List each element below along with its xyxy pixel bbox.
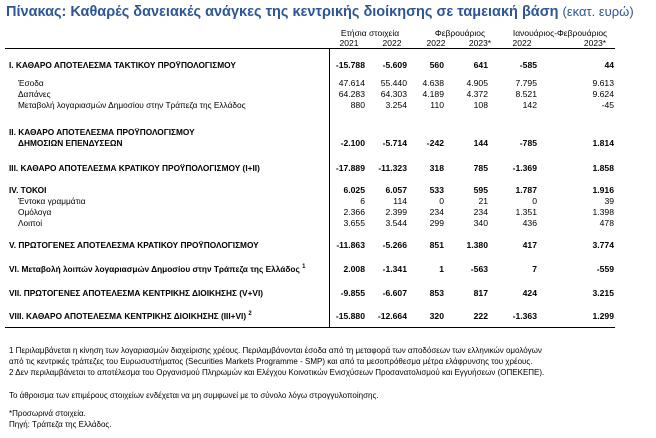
header-group-annual: Ετήσια στοιχεία <box>340 28 400 38</box>
table-cell: 478 <box>599 218 614 228</box>
table-cell: 340 <box>473 218 488 228</box>
source-note: Πηγή: Τράπεζα της Ελλάδος. <box>9 420 112 429</box>
header-col-2023-janfeb: 2023* <box>583 38 607 48</box>
table-cell: 1.380 <box>466 240 488 250</box>
table-cell: 1.858 <box>592 163 614 173</box>
table-cell: 320 <box>429 311 444 321</box>
table-cell: 7 <box>532 264 537 274</box>
row-label-iv: IV. ΤΟΚΟΙ <box>9 185 47 195</box>
table-cell: -5.609 <box>382 60 407 70</box>
table-cell: 880 <box>350 100 365 110</box>
provisional-note: *Προσωρινά στοιχεία. <box>9 409 86 418</box>
table-cell: 21 <box>478 196 488 206</box>
table-cell: 595 <box>473 185 488 195</box>
footnote-ref-1: 1 <box>302 264 306 270</box>
table-cell: -559 <box>596 264 614 274</box>
table-cell: 817 <box>473 288 488 298</box>
row-label-v: V. ΠΡΩΤΟΓΕΝΕΣ ΑΠΟΤΕΛΕΣΜΑ ΚΡΑΤΙΚΟΥ ΠΡΟΫΠΟΛΟΓΙΣΜΟΥ <box>9 240 259 250</box>
row-label-bonds: Ομόλογα <box>18 207 52 217</box>
table-cell: 1 <box>439 264 444 274</box>
table-cell: -5.266 <box>382 240 407 250</box>
footnote-1b: από τις κεντρικές τράπεζες του Ευρωσυστήματος (Securities Markets Programme - SMP) και από τα μεσοπρόθεσμα μέτρα ελάφρυνσης του χρέους. <box>9 357 533 366</box>
table-cell: -1.341 <box>382 264 407 274</box>
table-cell: 641 <box>473 60 488 70</box>
table-cell: 3.655 <box>343 218 365 228</box>
footnote-2: 2 Δεν περιλαμβάνεται το αποτέλεσμα του Οργανισμού Πληρωμών και Ελέγχου Κοινοτικών Ενισχύσεων Προσανατολισμού και Εγγυήσεων (ΟΠΕΚΕΠΕ). <box>9 368 545 377</box>
table-cell: 853 <box>429 288 444 298</box>
table-cell: -2.100 <box>340 138 365 148</box>
table-cell: 1.351 <box>515 207 537 217</box>
table-cell: 64.283 <box>338 89 365 99</box>
header-col-2023-feb: 2023* <box>468 38 492 48</box>
rounding-note: Το άθροισμα των επιμέρους στοιχείων ενδέχεται να μη συμφωνεί με το σύνολο λόγω στρογγυλοποίησης. <box>9 391 379 400</box>
table-cell: 39 <box>604 196 614 206</box>
table-cell: 3.254 <box>385 100 407 110</box>
table-cell: 55.440 <box>380 78 407 88</box>
row-label-account-change: Μεταβολή λογαριασμών Δημοσίου στην Τράπεζα της Ελλάδος <box>18 100 246 110</box>
table-cell: -15.788 <box>335 60 365 70</box>
table-cell: 222 <box>473 311 488 321</box>
table-cell: 234 <box>429 207 444 217</box>
header-col-2022-janfeb: 2022 <box>512 38 532 48</box>
row-label-ii: II. ΚΑΘΑΡΟ ΑΠΟΤΕΛΕΣΜΑ ΠΡΟΫΠΟΛΟΓΙΣΜΟΥ <box>9 127 195 137</box>
table-cell: -12.664 <box>377 311 407 321</box>
footnote-ref-2: 2 <box>248 311 252 317</box>
row-label-tbills: Έντοκα γραμμάτια <box>18 196 86 206</box>
table-cell: 4.189 <box>422 89 444 99</box>
table-cell: -1.369 <box>512 163 537 173</box>
table-cell: 47.614 <box>338 78 365 88</box>
row-label-revenue: Έσοδα <box>18 78 44 88</box>
table-cell: 9.624 <box>592 89 614 99</box>
table-cell: 533 <box>429 185 444 195</box>
table-cell: -45 <box>601 100 614 110</box>
table-cell: -11.323 <box>378 163 407 173</box>
row-label-i: I. ΚΑΘΑΡΟ ΑΠΟΤΕΛΕΣΜΑ ΤΑΚΤΙΚΟΥ ΠΡΟΫΠΟΛΟΓΙΣΜΟΥ <box>9 60 236 70</box>
table-cell: 6.025 <box>343 185 365 195</box>
table-cell: -9.855 <box>340 288 365 298</box>
table-cell: 1.398 <box>592 207 614 217</box>
table-bottom-rule <box>5 327 615 328</box>
table-cell: 3.215 <box>592 288 614 298</box>
row-label-vi-text: VI. Μεταβολή λοιπών λογαριασμών Δημοσίου στην Τράπεζα της Ελλάδος <box>9 264 300 274</box>
row-label-iii: III. ΚΑΘΑΡΟ ΑΠΟΤΕΛΕΣΜΑ ΚΡΑΤΙΚΟΥ ΠΡΟΫΠΟΛΟΓΙΣΜΟΥ (I+II) <box>9 163 260 173</box>
table-cell: 318 <box>429 163 444 173</box>
header-rule <box>5 48 615 49</box>
table-cell: 4.905 <box>466 78 488 88</box>
table-cell: 436 <box>522 218 537 228</box>
table-cell: 3.544 <box>385 218 407 228</box>
table-cell: 0 <box>439 196 444 206</box>
table-cell: 3.774 <box>592 240 614 250</box>
table-cell: 0 <box>532 196 537 206</box>
table-cell: 6.057 <box>385 185 407 195</box>
table-cell: 142 <box>522 100 537 110</box>
table-cell: 560 <box>429 60 444 70</box>
table-cell: 4.372 <box>466 89 488 99</box>
table-cell: 6 <box>360 196 365 206</box>
table-cell: -1.363 <box>512 311 537 321</box>
table-cell: 851 <box>429 240 444 250</box>
table-cell: -17.889 <box>335 163 365 173</box>
table-cell: 1.299 <box>592 311 614 321</box>
row-label-vi <box>9 264 305 274</box>
table-cell: 7.795 <box>515 78 537 88</box>
row-label-ii-cont: ΔΗΜΟΣΙΩΝ ΕΠΕΝΔΥΣΕΩΝ <box>18 138 123 148</box>
table-cell: 417 <box>522 240 537 250</box>
header-col-2022-feb: 2022 <box>426 38 446 48</box>
table-cell: -563 <box>470 264 488 274</box>
table-title <box>6 4 634 20</box>
table-cell: 4.638 <box>422 78 444 88</box>
table-cell: 2.366 <box>343 207 365 217</box>
table-cell: 234 <box>473 207 488 217</box>
row-label-other: Λοιποί <box>18 218 43 228</box>
table-cell: 785 <box>473 163 488 173</box>
table-cell: 108 <box>473 100 488 110</box>
table-cell: 44 <box>604 60 614 70</box>
table-cell: 144 <box>473 138 488 148</box>
table-cell: -15.880 <box>335 311 365 321</box>
table-cell: 8.521 <box>515 89 537 99</box>
table-cell: 1.814 <box>592 138 614 148</box>
table-cell: 9.613 <box>592 78 614 88</box>
title-unit: (εκατ. ευρώ) <box>562 4 634 19</box>
row-label-vii: VII. ΠΡΩΤΟΓΕΝΕΣ ΑΠΟΤΕΛΕΣΜΑ ΚΕΝΤΡΙΚΗΣ ΔΙΟΙΚΗΣΗΣ (V+VI) <box>9 288 264 298</box>
row-label-expenditure: Δαπάνες <box>18 89 51 99</box>
table-cell: 110 <box>430 100 444 110</box>
row-label-viii-text: VIII. ΚΑΘΑΡΟ ΑΠΟΤΕΛΕΣΜΑ ΚΕΝΤΡΙΚΗΣ ΔΙΟΙΚΗΣΗΣ (III+VI) <box>9 311 247 321</box>
table-cell: 114 <box>393 196 407 206</box>
header-col-2021: 2021 <box>339 38 359 48</box>
table-cell: 2.008 <box>343 264 365 274</box>
row-label-viii <box>9 311 252 321</box>
table-cell: -6.607 <box>382 288 407 298</box>
header-col-2022-annual: 2022 <box>382 38 402 48</box>
footnote-1a: 1 Περιλαμβάνεται η κίνηση των λογαριασμών διαχείρισης χρέους. Περιλαμβάνονται έσοδα από τη μεταφορά των αποδόσεων των ελληνικών ομολόγων <box>9 346 542 355</box>
header-group-february: Φεβρουάριος <box>434 28 486 38</box>
table-cell: 424 <box>522 288 537 298</box>
table-cell: -785 <box>519 138 537 148</box>
table-cell: -585 <box>519 60 537 70</box>
table-cell: 64.303 <box>380 89 407 99</box>
title-text: Πίνακας: Καθαρές δανειακές ανάγκες της κεντρικής διοίκησης σε ταμειακή βάση <box>6 4 559 20</box>
table-cell: -5.714 <box>382 138 407 148</box>
table-cell: -242 <box>426 138 444 148</box>
table-cell: 1.787 <box>515 185 537 195</box>
table-cell: 2.399 <box>385 207 407 217</box>
table-cell: 1.916 <box>592 185 614 195</box>
table-cell: 299 <box>429 218 444 228</box>
header-group-jan-feb: Ιανουάριος-Φεβρουάριος <box>512 28 608 38</box>
table-cell: -11.863 <box>336 240 365 250</box>
